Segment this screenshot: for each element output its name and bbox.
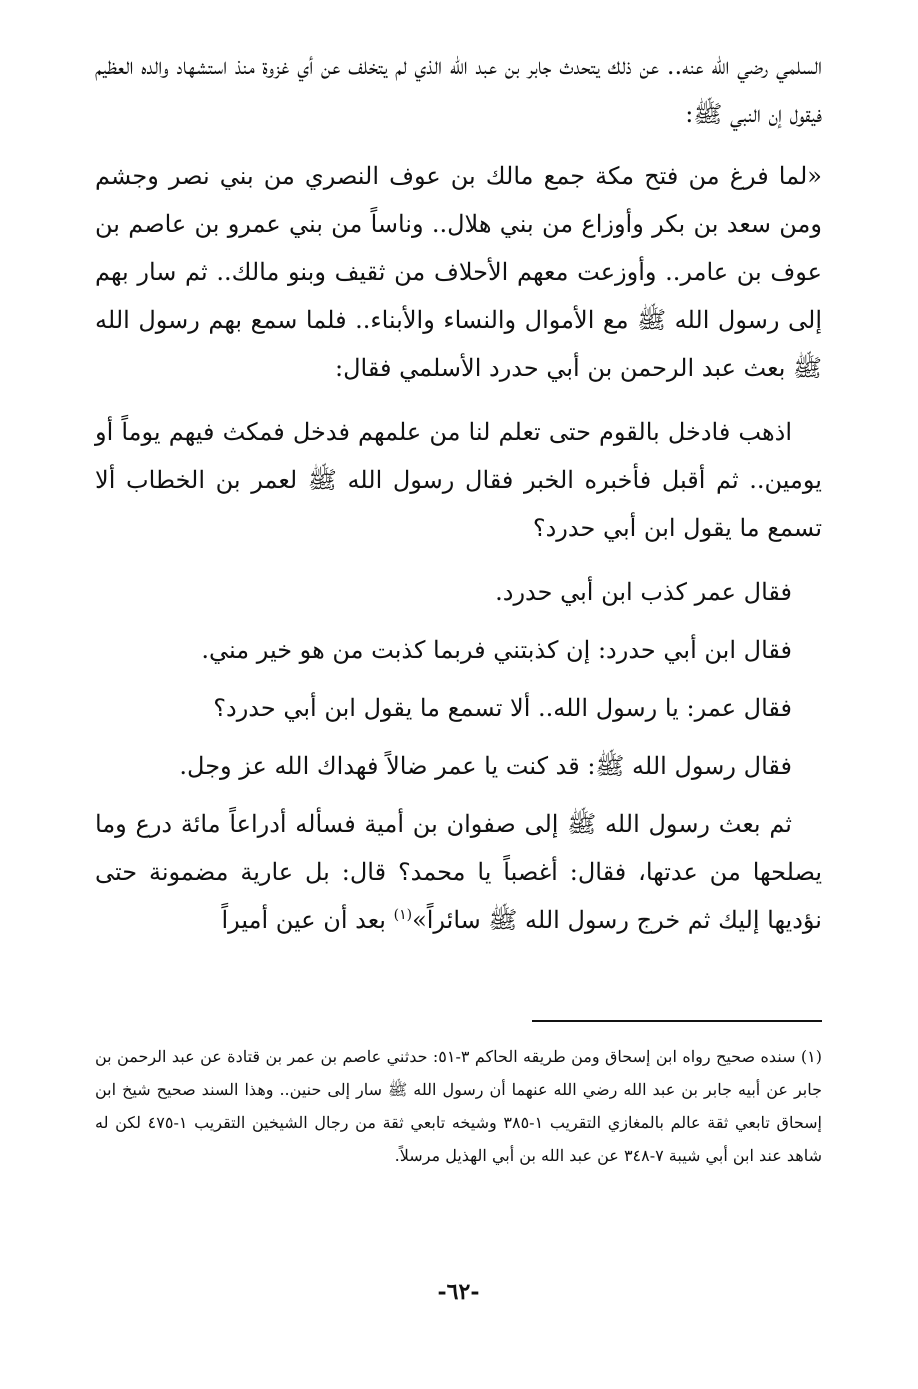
paragraph-continuation: بعد أن عين أميراً xyxy=(221,906,394,934)
book-page xyxy=(95,42,822,1342)
main-text xyxy=(95,42,822,944)
dialogue-prophet: فقال رسول الله ﷺ: قد كنت يا عمر ضالاً فهداك الله عز وجل. xyxy=(179,752,792,780)
paragraph-safwan-text: ثم بعث رسول الله ﷺ إلى صفوان بن أمية فسأله أدراعاً مائة درع وما يصلحها من عدتها، فقال: أغصباً يا محمد؟ قال: بل عارية مضمونة حتى نؤديها إليك ثم خرج رسول الله ﷺ سائراً» xyxy=(95,810,823,934)
paragraph-instruction: اذهب فادخل بالقوم حتى تعلم لنا من علمهم فدخل فمكث فيهم يوماً أو يومين.. ثم أقبل فأخبره الخبر فقال رسول الله ﷺ لعمر بن الخطاب ألا تسمع ما يقول ابن أبي حدرد؟ xyxy=(95,418,822,542)
footnote-reference: (١) xyxy=(393,907,413,923)
footnote xyxy=(95,1040,822,1172)
dialogue-umar-2: فقال عمر: يا رسول الله.. ألا تسمع ما يقول ابن أبي حدرد؟ xyxy=(213,694,792,722)
dialogue-ibn-abi-hadrad: فقال ابن أبي حدرد: إن كذبتني فربما كذبت من هو خير مني. xyxy=(201,636,792,664)
page-number: -٦٢- xyxy=(437,1279,480,1305)
footnote-divider xyxy=(532,1020,822,1022)
paragraph-quote: «لما فرغ من فتح مكة جمع مالك بن عوف النصري من بني نصر وجشم ومن سعد بن بكر وأوزاع من بني هلال.. وناساً من بني عمرو بن عاصم بن عوف بن عامر.. وأوزعت معهم الأحلاف من ثقيف وبنو مالك.. ثم سار بهم إلى رسول الله ﷺ مع الأموال والنساء والأبناء.. فلما سمع بهم رسول الله ﷺ بعث عبد الرحمن بن أبي حدرد الأسلمي فقال: xyxy=(95,162,822,382)
dialogue-umar-1: فقال عمر كذب ابن أبي حدرد. xyxy=(495,578,792,606)
paragraph-safwan xyxy=(95,800,822,944)
footnote-text: سنده صحيح رواه ابن إسحاق ومن طريقه الحاكم ٣-٥١: حدثني عاصم بن عمر بن قتادة عن عبد الرحمن بن جابر عن أبيه جابر بن عبد الله رضي الله عنهما أن رسول الله ﷺ سار إلى حنين.. وهذا السند صحيح شيخ ابن إسحاق تابعي ثقة عالم بالمغازي التقريب ١-٣٨٥ وشيخه تابعي ثقة من رجال الشيخين التقريب ١-٤٧٥ لكن له شاهد عند ابن أبي شيبة ٧-٣٤٨ عن عبد الله بن أبي الهذيل مرسلاً. xyxy=(95,1047,822,1165)
footnote-number: (١) xyxy=(800,1047,822,1066)
paragraph-intro: السلمي رضي الله عنه.. عن ذلك يتحدث جابر بن عبد الله الذي لم يتخلف عن أي غزوة منذ استشهاد والده العظيم فيقول إن النبي ﷺ: xyxy=(95,52,822,128)
